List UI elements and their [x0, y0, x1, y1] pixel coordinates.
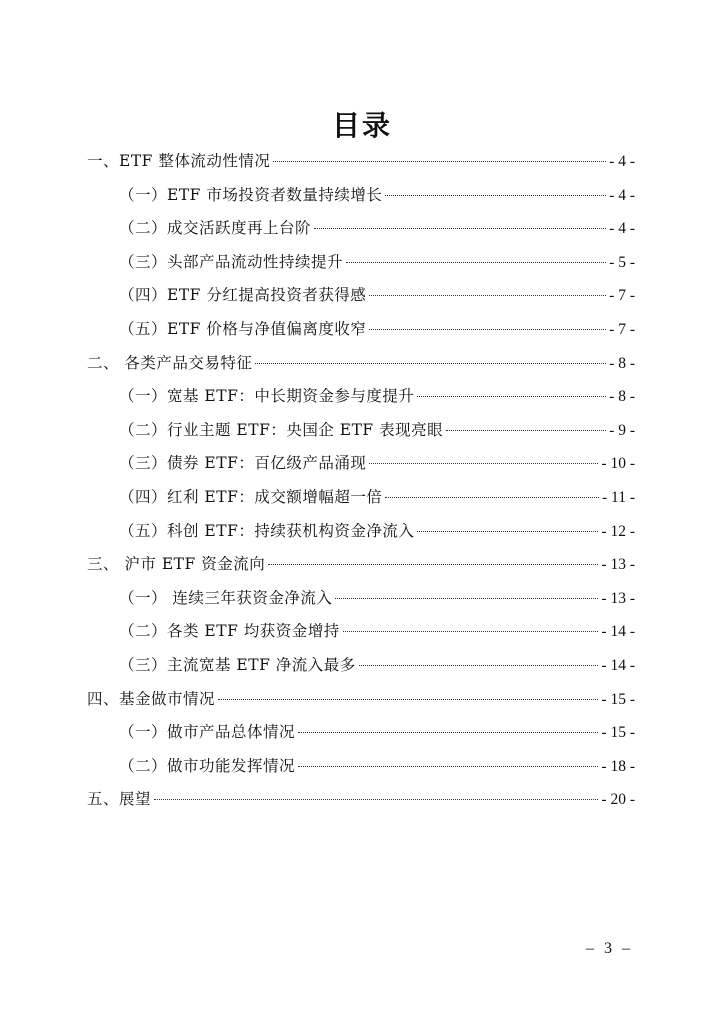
toc-entry-page: - 20 - [601, 791, 635, 809]
toc-entry-label: （四）ETF 分红提高投资者获得感 [119, 286, 367, 305]
toc-entry-label: （一）宽基 ETF：中长期资金参与度提升 [119, 387, 415, 406]
toc-entry-label: 五、展望 [87, 790, 152, 809]
toc-dot-leader [369, 294, 606, 296]
toc-dot-leader [273, 160, 606, 162]
toc-dot-leader [359, 664, 599, 666]
toc-subsection-entry[interactable] [119, 247, 635, 277]
toc-entry-label: 四、基金做市情况 [87, 689, 216, 708]
toc-subsection-entry[interactable] [119, 516, 635, 546]
toc-dot-leader [385, 194, 606, 196]
toc-entry-page: - 11 - [602, 489, 635, 506]
toc-entry-page: - 15 - [601, 690, 635, 708]
toc-entry-label: （二）成交活跃度再上台阶 [119, 219, 312, 238]
toc-entry-label: （一） 连续三年获资金净流入 [119, 588, 333, 607]
toc-entry-page: - 14 - [601, 657, 635, 674]
toc-dot-leader [343, 630, 599, 632]
toc-entry-label: （二）各类 ETF 均获资金增持 [119, 622, 340, 641]
toc-entry-label: 二、 各类产品交易特征 [87, 353, 253, 372]
toc-subsection-entry[interactable] [119, 616, 635, 646]
toc-section-entry[interactable] [87, 784, 635, 814]
toc-subsection-entry[interactable] [119, 381, 635, 411]
toc-entry-label: 三、 沪市 ETF 资金流向 [87, 555, 266, 574]
toc-entry-page: - 13 - [601, 556, 635, 574]
toc-entry-page: - 7 - [609, 321, 635, 338]
toc-entry-label: （三）头部产品流动性持续提升 [119, 252, 344, 271]
toc-section-entry[interactable] [87, 348, 635, 378]
toc-entry-label: （二）行业主题 ETF：央国企 ETF 表现亮眼 [119, 420, 444, 439]
toc-entry-page: - 8 - [609, 388, 635, 406]
toc-dot-leader [369, 328, 606, 330]
toc-entry-label: （二）做市功能发挥情况 [119, 756, 296, 775]
toc-section-entry[interactable] [87, 549, 635, 579]
toc-entry-label: 一、ETF 整体流动性情况 [87, 152, 271, 170]
toc-entry-page: - 15 - [601, 724, 635, 742]
toc-entry-page: - 13 - [601, 589, 635, 607]
toc-entry-page: - 8 - [609, 354, 635, 372]
toc-dot-leader [446, 429, 606, 431]
toc-entry-page: - 18 - [601, 757, 635, 775]
toc-entry-page: - 4 - [609, 186, 635, 204]
toc-subsection-entry[interactable] [119, 415, 635, 445]
toc-entry-page: - 10 - [601, 455, 635, 473]
toc-entry-label: （一）做市产品总体情况 [119, 723, 296, 742]
toc-entry-page: - 7 - [609, 287, 635, 305]
toc-dot-leader [268, 563, 598, 565]
page-number: – 3 – [586, 940, 633, 957]
toc-dot-leader [298, 765, 598, 767]
toc-dot-leader [255, 362, 606, 364]
toc-dot-leader [385, 496, 599, 498]
toc-dot-leader [417, 530, 598, 532]
toc-entry-label: （一）ETF 市场投资者数量持续增长 [119, 185, 383, 204]
toc-subsection-entry[interactable] [119, 751, 635, 781]
toc-entry-label: （三）主流宽基 ETF 净流入最多 [119, 656, 356, 674]
toc-entry-page: - 4 - [609, 153, 635, 170]
toc-entry-label: （三）债券 ETF：百亿级产品涌现 [119, 454, 367, 473]
toc-section-entry[interactable] [87, 684, 635, 714]
toc-dot-leader [346, 261, 606, 263]
toc-title: 目录 [331, 109, 392, 142]
toc-subsection-entry[interactable] [119, 180, 635, 210]
toc-subsection-entry[interactable] [119, 448, 635, 478]
toc-subsection-entry[interactable] [119, 650, 635, 680]
toc-entry-page: - 12 - [601, 522, 635, 540]
toc-dot-leader [369, 462, 598, 464]
toc-dot-leader [314, 227, 606, 229]
toc-section-entry[interactable] [87, 146, 635, 176]
toc-subsection-entry[interactable] [119, 583, 635, 613]
toc-subsection-entry[interactable] [119, 213, 635, 243]
toc-subsection-entry[interactable] [119, 314, 635, 344]
toc-dot-leader [298, 731, 598, 733]
toc-subsection-entry[interactable] [119, 717, 635, 747]
toc-entry-label: （四）红利 ETF：成交额增幅超一倍 [119, 488, 383, 506]
toc-entry-page: - 4 - [609, 220, 635, 238]
toc-dot-leader [154, 798, 598, 800]
toc-entry-page: - 5 - [609, 253, 635, 271]
toc-entry-page: - 14 - [601, 623, 635, 641]
toc-subsection-entry[interactable] [119, 280, 635, 310]
toc-dot-leader [417, 395, 606, 397]
toc-entry-page: - 9 - [609, 421, 635, 439]
toc-dot-leader [335, 597, 598, 599]
toc-entry-label: （五）科创 ETF：持续获机构资金净流入 [119, 521, 415, 540]
toc-entry-label: （五）ETF 价格与净值偏离度收窄 [119, 320, 367, 338]
toc-dot-leader [218, 698, 598, 700]
toc-subsection-entry[interactable] [119, 482, 635, 512]
